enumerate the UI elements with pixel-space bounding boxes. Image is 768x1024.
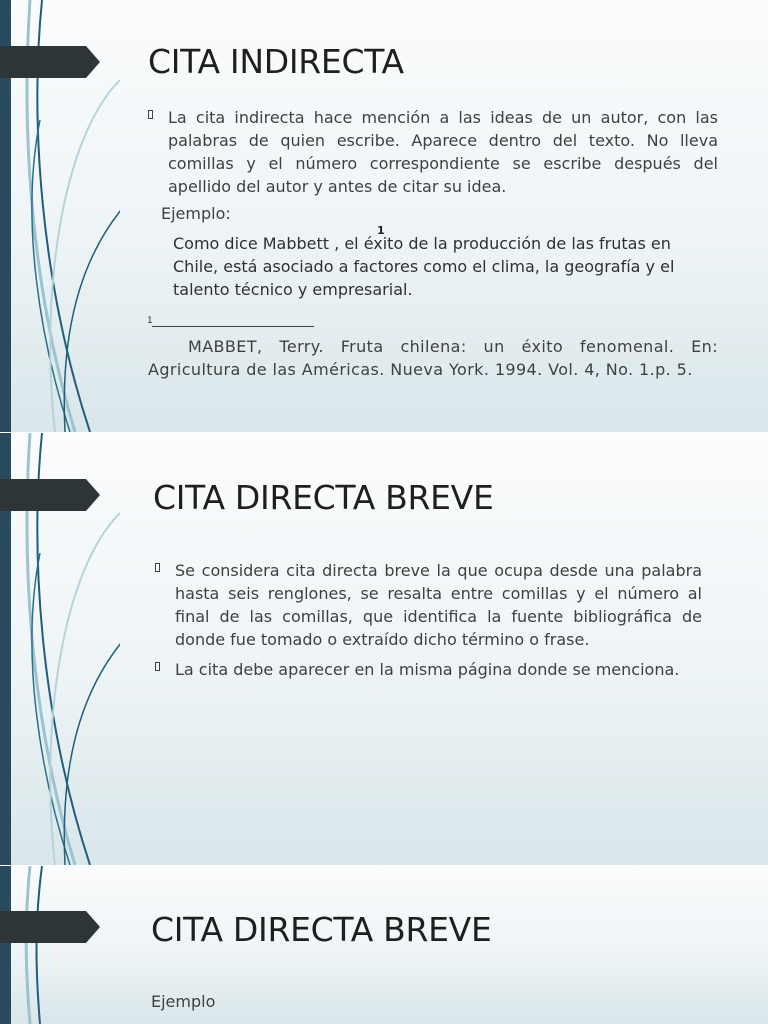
example-label: Ejemplo [151, 992, 216, 1011]
list-item [155, 559, 702, 651]
title-arrow-shape [0, 46, 100, 78]
bullet-text: La cita indirecta hace mención a las ideas de un autor, con las palabras de quien escribe. Aparece dentro del texto. No lleva comillas y el número correspondiente se escribe después del apellido del autor y antes de citar su idea. [168, 108, 718, 196]
bullet-icon [148, 110, 153, 119]
citation-superscript: 1 [377, 224, 385, 237]
bullet-text: Se considera cita directa breve la que ocupa desde una palabra hasta seis renglones, se resalta entre comillas y el número al final de las comillas, que identifica la fuente bibliográfica de donde fue tomado o extraído dicho término o frase. [175, 561, 702, 649]
slide-cita-indirecta [0, 0, 768, 432]
slide-cita-directa-breve-ejemplo [0, 866, 768, 1024]
bullet-text: La cita debe aparecer en la misma página donde se menciona. [175, 660, 680, 679]
example-quote: Como dice Mabbett , el éxito de la producción de las frutas en Chile, está asociado a factores como el clima, la geografía y el talento técnico y empresarial. [173, 234, 675, 299]
decorative-curves [0, 866, 120, 1024]
bullet-list [148, 106, 718, 205]
bullet-icon [155, 662, 160, 671]
slide-title: CITA DIRECTA BREVE [151, 910, 492, 949]
title-arrow-shape [0, 911, 100, 943]
list-item [148, 106, 718, 198]
footnote-number: 1 [147, 316, 153, 326]
example-label: Ejemplo: [161, 204, 231, 223]
bullet-list [155, 559, 702, 688]
bullet-icon [155, 563, 160, 572]
title-arrow-shape [0, 479, 100, 511]
list-item [155, 658, 702, 681]
footnote-text: MABBET, Terry. Fruta chilena: un éxito fenomenal. En: Agricultura de las Américas. Nueva York. 1994. Vol. 4, No. 1.p. 5. [148, 337, 718, 379]
slide-cita-directa-breve [0, 433, 768, 865]
slide-title: CITA DIRECTA BREVE [153, 478, 494, 517]
footnote-divider [152, 326, 314, 327]
slide-title: CITA INDIRECTA [148, 42, 404, 81]
